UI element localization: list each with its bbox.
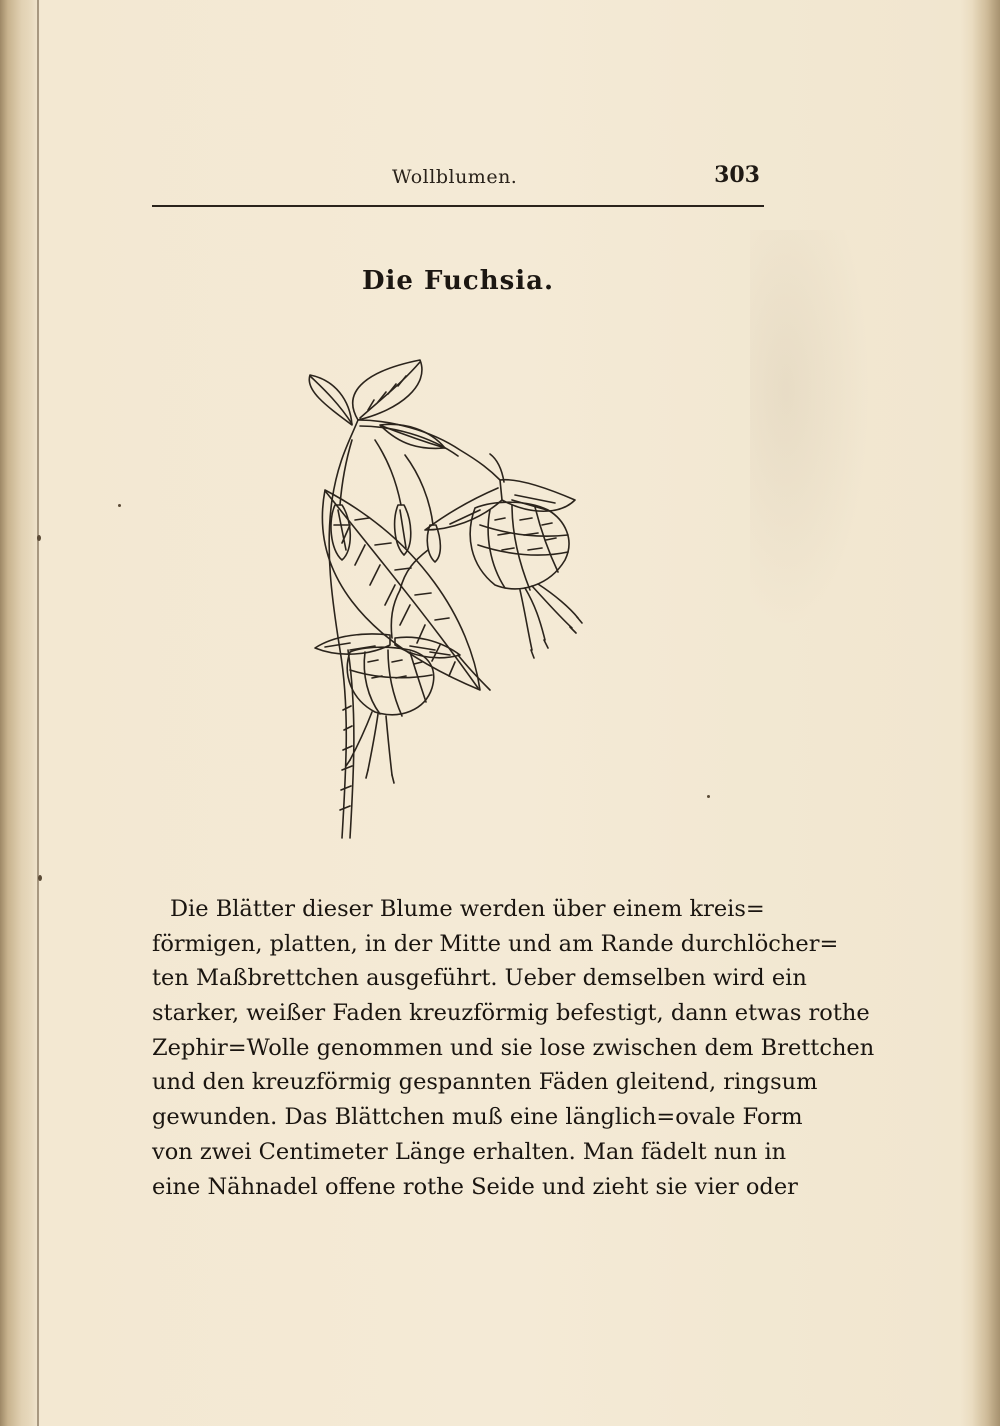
paper-speck: [38, 875, 42, 881]
page-edge-shadow: [972, 0, 1000, 1426]
running-head: Wollblumen.: [392, 166, 518, 188]
body-line: starker, weißer Faden kreuzförmig befestigt, dann etwas rothe: [152, 1000, 870, 1027]
fuchsia-engraving-icon: [280, 350, 620, 850]
paper-speck: [37, 535, 41, 541]
paper-speck: [118, 504, 121, 507]
header-rule: [152, 205, 764, 207]
article-title: Die Fuchsia.: [361, 266, 555, 296]
body-line: Zephir=Wolle genommen und sie lose zwischen dem Brettchen: [152, 1034, 875, 1061]
body-line: eine Nähnadel offene rothe Seide und zieht sie vier oder: [152, 1173, 798, 1200]
paper-speck: [707, 795, 710, 798]
body-line: ten Maßbrettchen ausgeführt. Ueber demselben wird ein: [152, 965, 807, 992]
body-line: förmigen, platten, in der Mitte und am Rande durchlöcher=: [152, 930, 839, 957]
body-line: und den kreuzförmig gespannten Fäden gleitend, ringsum: [152, 1069, 818, 1096]
page-number: 303: [714, 162, 760, 188]
page-header: [152, 158, 764, 198]
show-through-shadow: [750, 230, 870, 630]
book-gutter: [0, 0, 40, 1426]
body-line: gewunden. Das Blättchen muß eine länglich=ovale Form: [152, 1104, 803, 1131]
body-text: [152, 892, 875, 1204]
body-line: Die Blätter dieser Blume werden über einem kreis=: [170, 896, 765, 922]
gutter-fold-line: [37, 0, 39, 1426]
body-line: von zwei Centimeter Länge erhalten. Man fädelt nun in: [152, 1138, 787, 1165]
